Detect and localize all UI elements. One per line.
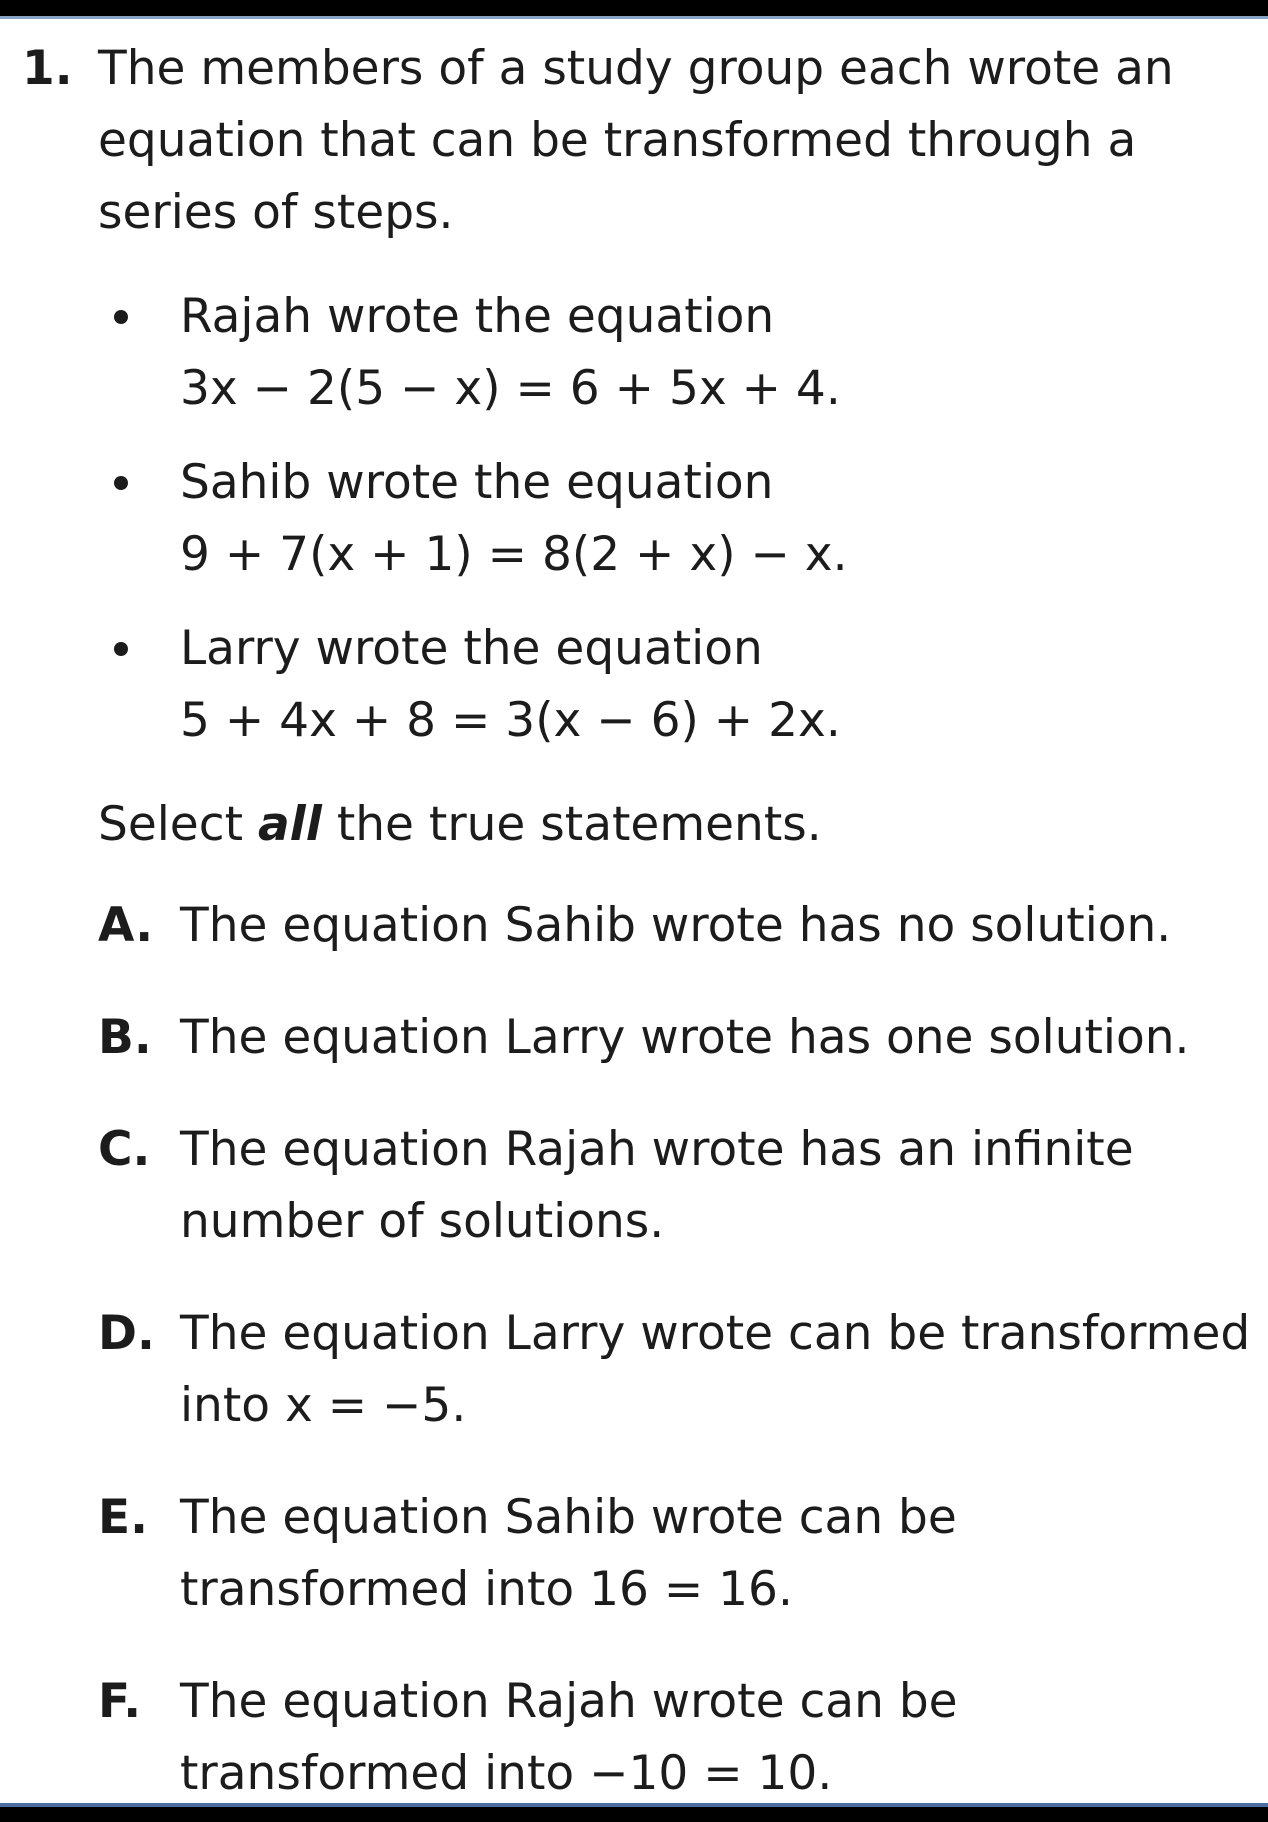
equation-intro: Rajah wrote the equation xyxy=(180,289,775,344)
bullet-icon xyxy=(114,476,128,490)
option-text: The equation Larry wrote can be transformed into x = −5. xyxy=(180,1306,1251,1433)
bullet-icon xyxy=(114,310,128,324)
option-text: The equation Rajah wrote can be transformed into −10 = 10. xyxy=(180,1674,958,1801)
question-number: 1. xyxy=(22,41,73,96)
list-item xyxy=(98,447,1248,591)
bullet-icon xyxy=(114,642,128,656)
instruction-emphasis: all xyxy=(257,797,322,852)
list-item xyxy=(98,613,1248,757)
option-letter: B. xyxy=(98,1010,152,1065)
option-f[interactable] xyxy=(98,1666,1258,1810)
list-item xyxy=(98,281,1248,425)
option-e[interactable] xyxy=(98,1482,1258,1626)
option-c[interactable] xyxy=(98,1114,1258,1258)
equation-intro: Sahib wrote the equation xyxy=(180,455,774,510)
option-d[interactable] xyxy=(98,1298,1258,1442)
instruction-after: the true statements. xyxy=(321,797,822,852)
answer-options xyxy=(98,890,1258,1810)
option-text: The equation Sahib wrote can be transformed into 16 = 16. xyxy=(180,1490,957,1617)
option-letter: C. xyxy=(98,1122,151,1177)
option-b[interactable] xyxy=(98,1002,1258,1074)
option-text: The equation Larry wrote has one solution. xyxy=(180,1010,1190,1065)
question-page xyxy=(0,16,1268,1807)
option-letter: E. xyxy=(98,1490,148,1545)
option-letter: F. xyxy=(98,1674,142,1729)
option-a[interactable] xyxy=(98,890,1258,962)
option-letter: D. xyxy=(98,1306,155,1361)
equation-intro: Larry wrote the equation xyxy=(180,621,763,676)
option-letter: A. xyxy=(98,898,154,953)
equation-list xyxy=(98,281,1248,779)
equation-rajah: 3x − 2(5 − x) = 6 + 5x + 4. xyxy=(180,361,841,416)
question-stem: The members of a study group each wrote an equation that can be transformed through a series of steps. xyxy=(98,41,1174,240)
option-text: The equation Rajah wrote has an infinite number of solutions. xyxy=(180,1122,1134,1249)
instruction xyxy=(98,789,822,861)
equation-larry: 5 + 4x + 8 = 3(x − 6) + 2x. xyxy=(180,693,841,748)
option-text: The equation Sahib wrote has no solution. xyxy=(180,898,1172,953)
equation-sahib: 9 + 7(x + 1) = 8(2 + x) − x. xyxy=(180,527,848,582)
instruction-before: Select xyxy=(98,797,258,852)
